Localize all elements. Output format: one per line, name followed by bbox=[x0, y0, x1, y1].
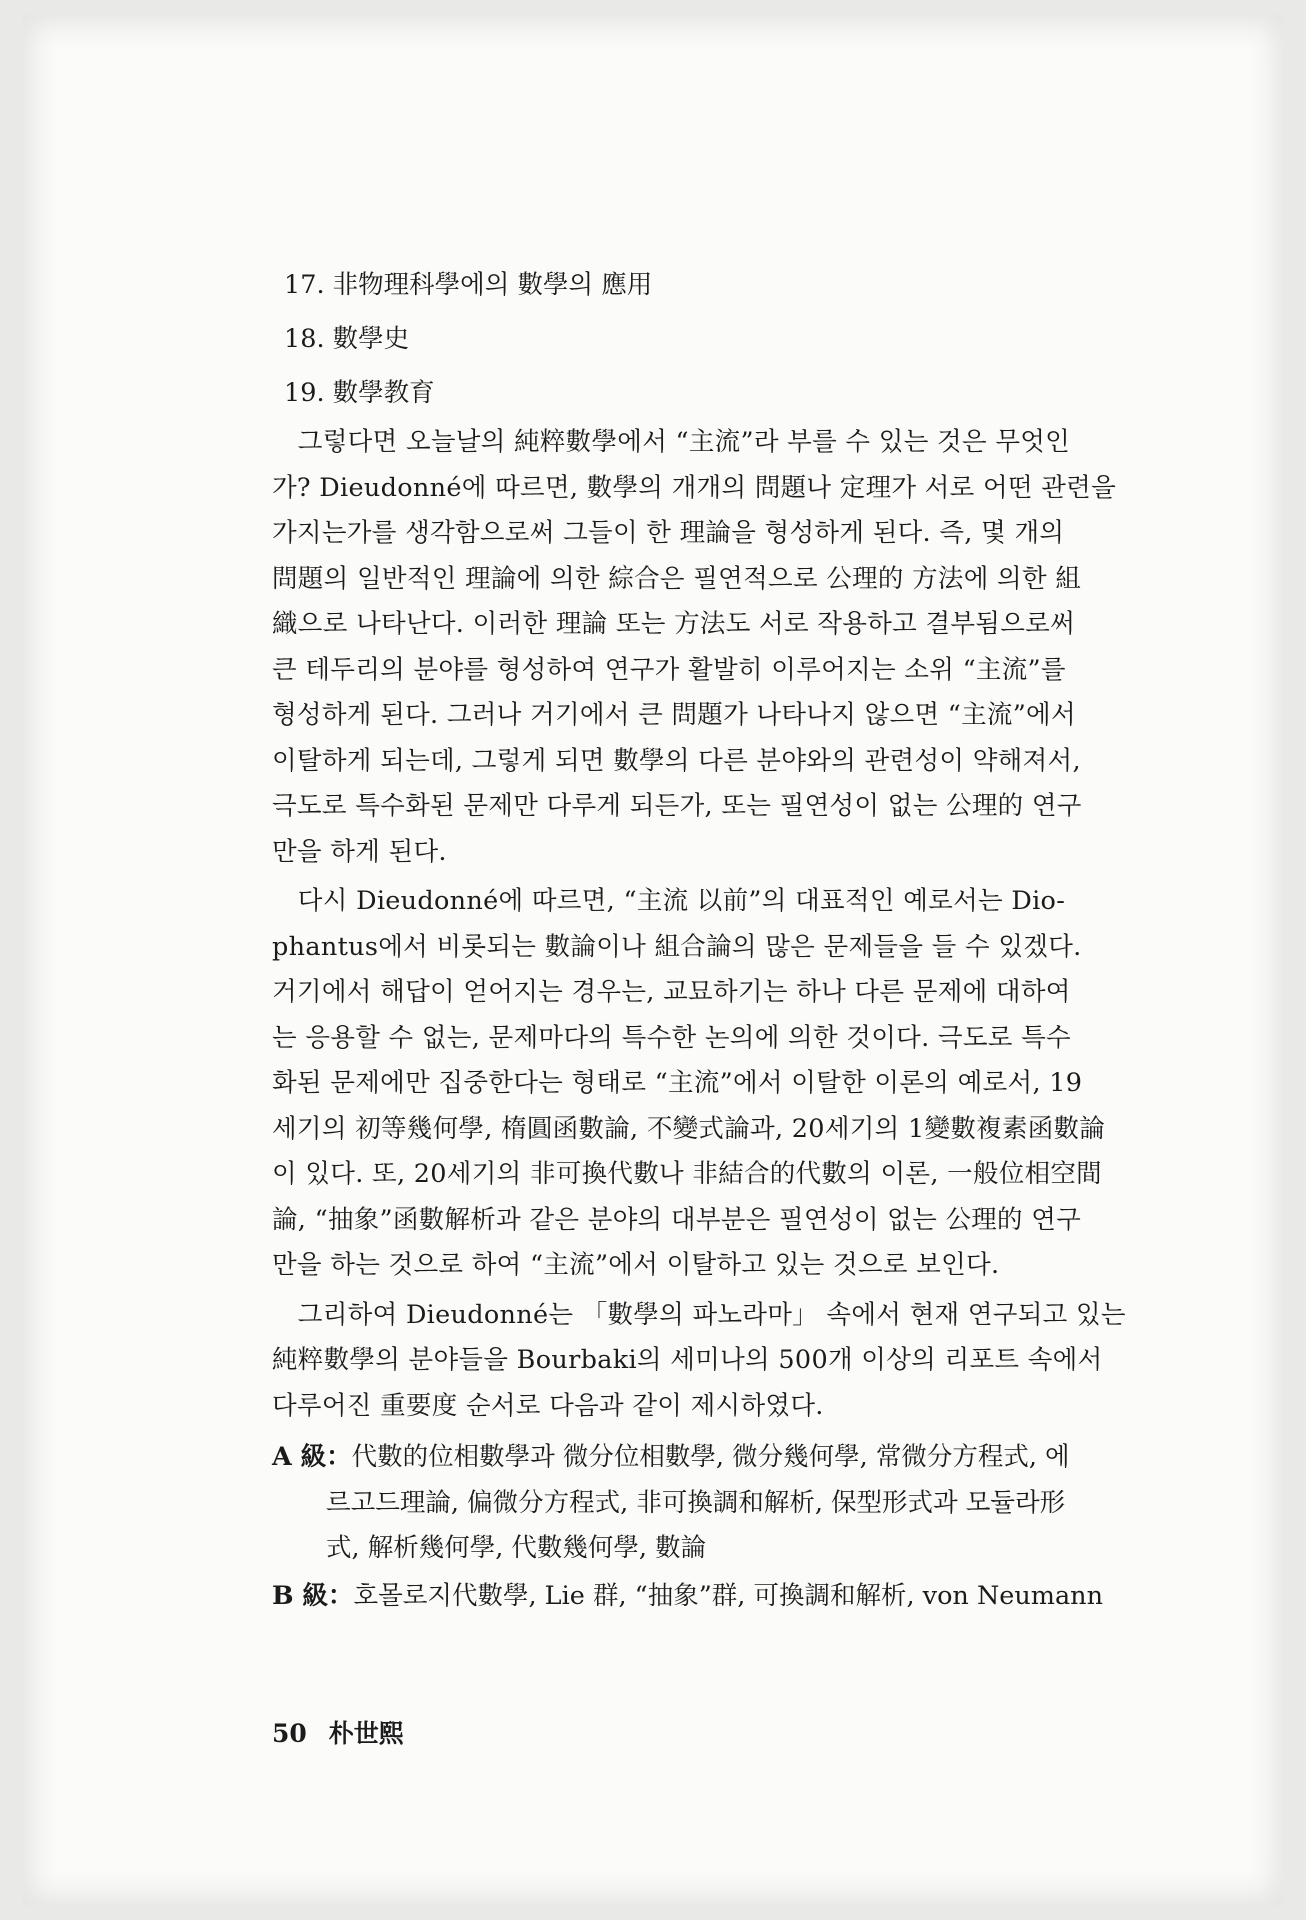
grade-a-text: 式, 解析幾何學, 代數幾何學, 數論 bbox=[326, 1533, 707, 1563]
page-content bbox=[272, 258, 1178, 1619]
text-line: 純粹數學의 분야들을 Bourbaki의 세미나의 500개 이상의 리포트 속에서 bbox=[272, 1345, 1103, 1375]
grade-a-text: 르고드理論, 偏微分方程式, 非可換調和解析, 保型形式과 모듈라形 bbox=[326, 1487, 1066, 1518]
grade-b-text: 호몰로지代數學, Lie 群, “抽象”群, 可換調和解析, von Neumann bbox=[353, 1580, 1104, 1611]
author-name: 朴世熙 bbox=[328, 1719, 404, 1748]
grade-b-first-line bbox=[272, 1574, 1178, 1620]
text-line: 論, “抽象”函數解析과 같은 분야의 대부분은 필연성이 없는 公理的 연구 bbox=[272, 1204, 1082, 1235]
paragraph-examples bbox=[272, 879, 1178, 1289]
text-line: 織으로 나타난다. 이러한 理論 또는 方法도 서로 작용하고 결부됨으로써 bbox=[272, 609, 1076, 639]
page-footer bbox=[272, 1714, 426, 1750]
text-line: phantus에서 비롯되는 數論이나 組合論의 많은 문제들을 들 수 있겠다. bbox=[272, 931, 1082, 962]
grade-b-list bbox=[272, 1574, 1178, 1620]
text-line: 다시 Dieudonné에 따르면, “主流 以前”의 대표적인 예로서는 Dio- bbox=[272, 886, 1066, 916]
text-line: 세기의 初等幾何學, 楕圓函數論, 不變式論과, 20세기의 1變數複素函數論 bbox=[272, 1113, 1106, 1144]
text-line: 이 있다. 또, 20세기의 非可換代數나 非結合的代數의 이론, 一般位相空間 bbox=[272, 1159, 1102, 1189]
text-line: 는 응용할 수 없는, 문제마다의 특수한 논의에 의한 것이다. 극도로 특수 bbox=[272, 1022, 1071, 1053]
book-page bbox=[22, 14, 1284, 1906]
text-line: 거기에서 해답이 얻어지는 경우는, 교묘하기는 하나 다른 문제에 대하여 bbox=[272, 977, 1071, 1007]
grade-b-label: B 級： bbox=[272, 1580, 354, 1611]
text-line: 다루어진 重要度 순서로 다음과 같이 제시하였다. bbox=[272, 1390, 824, 1421]
text-line: 만을 하는 것으로 하여 “主流”에서 이탈하고 있는 것으로 보인다. bbox=[272, 1250, 1000, 1280]
grade-a-text: 代數的位相數學과 微分位相數學, 微分幾何學, 常微分方程式, 에 bbox=[351, 1442, 1070, 1472]
paragraph-panorama bbox=[272, 1293, 1178, 1430]
page-number: 50 bbox=[272, 1719, 307, 1748]
text-line: 형성하게 된다. 그러나 거기에서 큰 問題가 나타나지 않으면 “主流”에서 bbox=[272, 700, 1076, 730]
text-line: 극도로 특수화된 문제만 다루게 되든가, 또는 필연성이 없는 公理的 연구 bbox=[272, 791, 1082, 821]
toc-item: 19. 數學教育 bbox=[284, 378, 435, 408]
text-line: 그렇다면 오늘날의 純粹數學에서 “主流”라 부를 수 있는 것은 무엇인 bbox=[272, 427, 1071, 457]
text-line: 가지는가를 생각함으로써 그들이 한 理論을 형성하게 된다. 즉, 몇 개의 bbox=[272, 518, 1065, 548]
toc-item: 18. 數學史 bbox=[284, 324, 410, 354]
toc-item: 17. 非物理科學에의 數學의 應用 bbox=[284, 270, 653, 300]
text-line: 화된 문제에만 집중한다는 형태로 “主流”에서 이탈한 이론의 예로서, 19 bbox=[272, 1068, 1083, 1098]
grade-a-list bbox=[272, 1435, 1178, 1572]
grade-a-first-line bbox=[272, 1435, 1178, 1481]
text-line: 가? Dieudonné에 따르면, 數學의 개개의 問題나 定理가 서로 어떤 관련을 bbox=[272, 472, 1117, 503]
grade-a-label: A 級： bbox=[272, 1442, 352, 1472]
paragraph-mainstream bbox=[272, 420, 1178, 875]
toc-list bbox=[272, 258, 1178, 420]
text-line: 이탈하게 되는데, 그렇게 되면 數學의 다른 분야와의 관련성이 약해져서, bbox=[272, 745, 1081, 776]
text-line: 큰 테두리의 분야를 형성하여 연구가 활발히 이루어지는 소위 “主流”를 bbox=[272, 654, 1066, 685]
text-line: 만을 하게 된다. bbox=[272, 836, 447, 867]
text-line: 그리하여 Dieudonné는 「數學의 파노라마」 속에서 현재 연구되고 있는 bbox=[272, 1299, 1126, 1330]
text-line: 問題의 일반적인 理論에 의한 綜合은 필연적으로 公理的 方法에 의한 組 bbox=[272, 563, 1082, 594]
